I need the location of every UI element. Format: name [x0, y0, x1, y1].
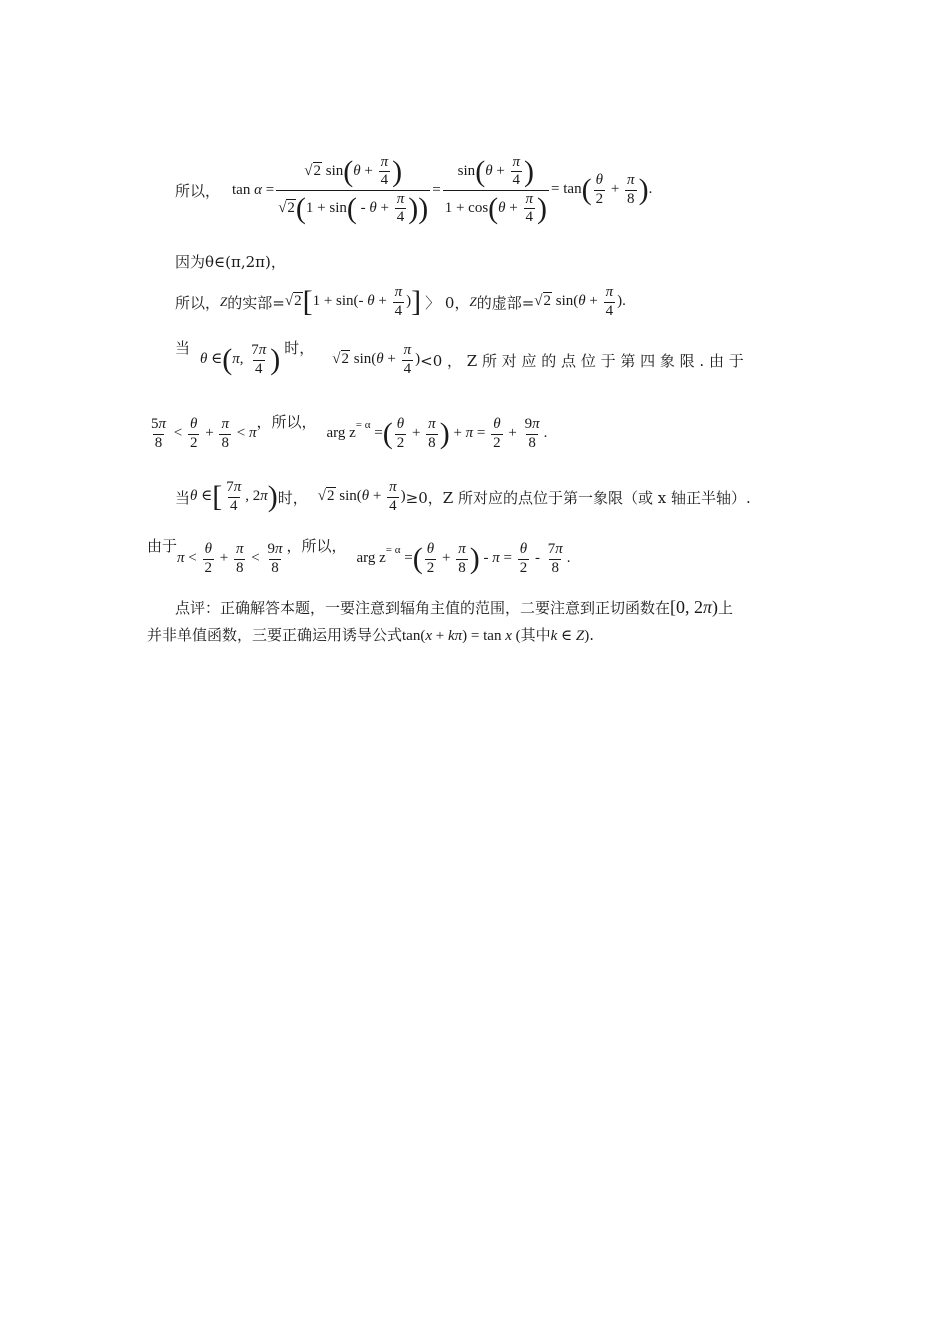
equation-arg-z-2: 由于 π < $\frac{\theta}{2}$ + $\frac{\pi}{8}$ < $\frac{9\pi}{8}$ ，所以， arg $z^{= \alpha}$ =( $\frac{\theta}{2}$ + $\frac{\pi}{8}$ ) - π = $\frac{\theta}{2}$ - $\frac{7\pi}{8}$ .	[147, 537, 571, 576]
equation-real-imag: 所以， Z 的实部= √2[1 + sin(- θ + $\frac{\pi}{4}$ )] 〉 0， Z 的虚部= √2 sin(θ + $\frac{\pi}{4}$ ).	[175, 284, 626, 319]
equation-tan-alpha: 所以， tan α = √2 sin(θ + $\frac{\pi}{4}$ ) √2(1 + sin( - θ + $\frac{\pi}{4}$ )) = sin(θ + $\frac{\pi}{4}$ ) 1 + cos(θ + $\frac{\pi}{4}$ ) = tan( $\frac{\theta}{2}$ + $\frac{\pi}{8}$ ).	[175, 154, 653, 225]
equation-fourth-quadrant: 当 θ ∈(π, $\frac{7\pi}{4}$ ) 时， √2 sin(θ + $\frac{\pi}{4}$ ) <0 ， Z 所 对 应 的 点 位 于 第 四 象 限 . 由 于	[175, 339, 744, 377]
comment-line-1: 点评：正确解答本题，一要注意到辐角主值的范围，二要注意到正切函数在 [0, 2π) 上	[175, 597, 734, 617]
equation-first-quadrant: 当 θ ∈[ $\frac{7\pi}{4}$ , 2π) 时， √2 sin(θ + $\frac{\pi}{4}$ ) ≥0，Z 所对应的点位于第一象限（或 x 轴正半轴）.	[175, 479, 751, 514]
text-suoyi-1: 所以，	[175, 181, 221, 200]
fraction-2: sin(θ + $\frac{\pi}{4}$ ) 1 + cos(θ + $\frac{\pi}{4}$ )	[444, 154, 548, 225]
comment-line-2: 并非单值函数，三要正确运用诱导公式 tan(x + kπ) = tan x (其中k ∈ Z) .	[147, 625, 595, 644]
fraction-1: √2 sin(θ + $\frac{\pi}{4}$ ) √2(1 + sin( - θ + $\frac{\pi}{4}$ ))	[278, 154, 429, 225]
equation-arg-z-1: $\frac{5\pi}{8}$ < $\frac{\theta}{2}$ + $\frac{\pi}{8}$ < π ，所以， arg $z^{= \alpha}$ =( $\frac{\theta}{2}$ + $\frac{\pi}{8}$ ) + π = $\frac{\theta}{2}$ + $\frac{9\pi}{8}$ .	[151, 413, 548, 451]
text-theta-range: 因为θ∈(π,2π)，	[175, 253, 286, 271]
